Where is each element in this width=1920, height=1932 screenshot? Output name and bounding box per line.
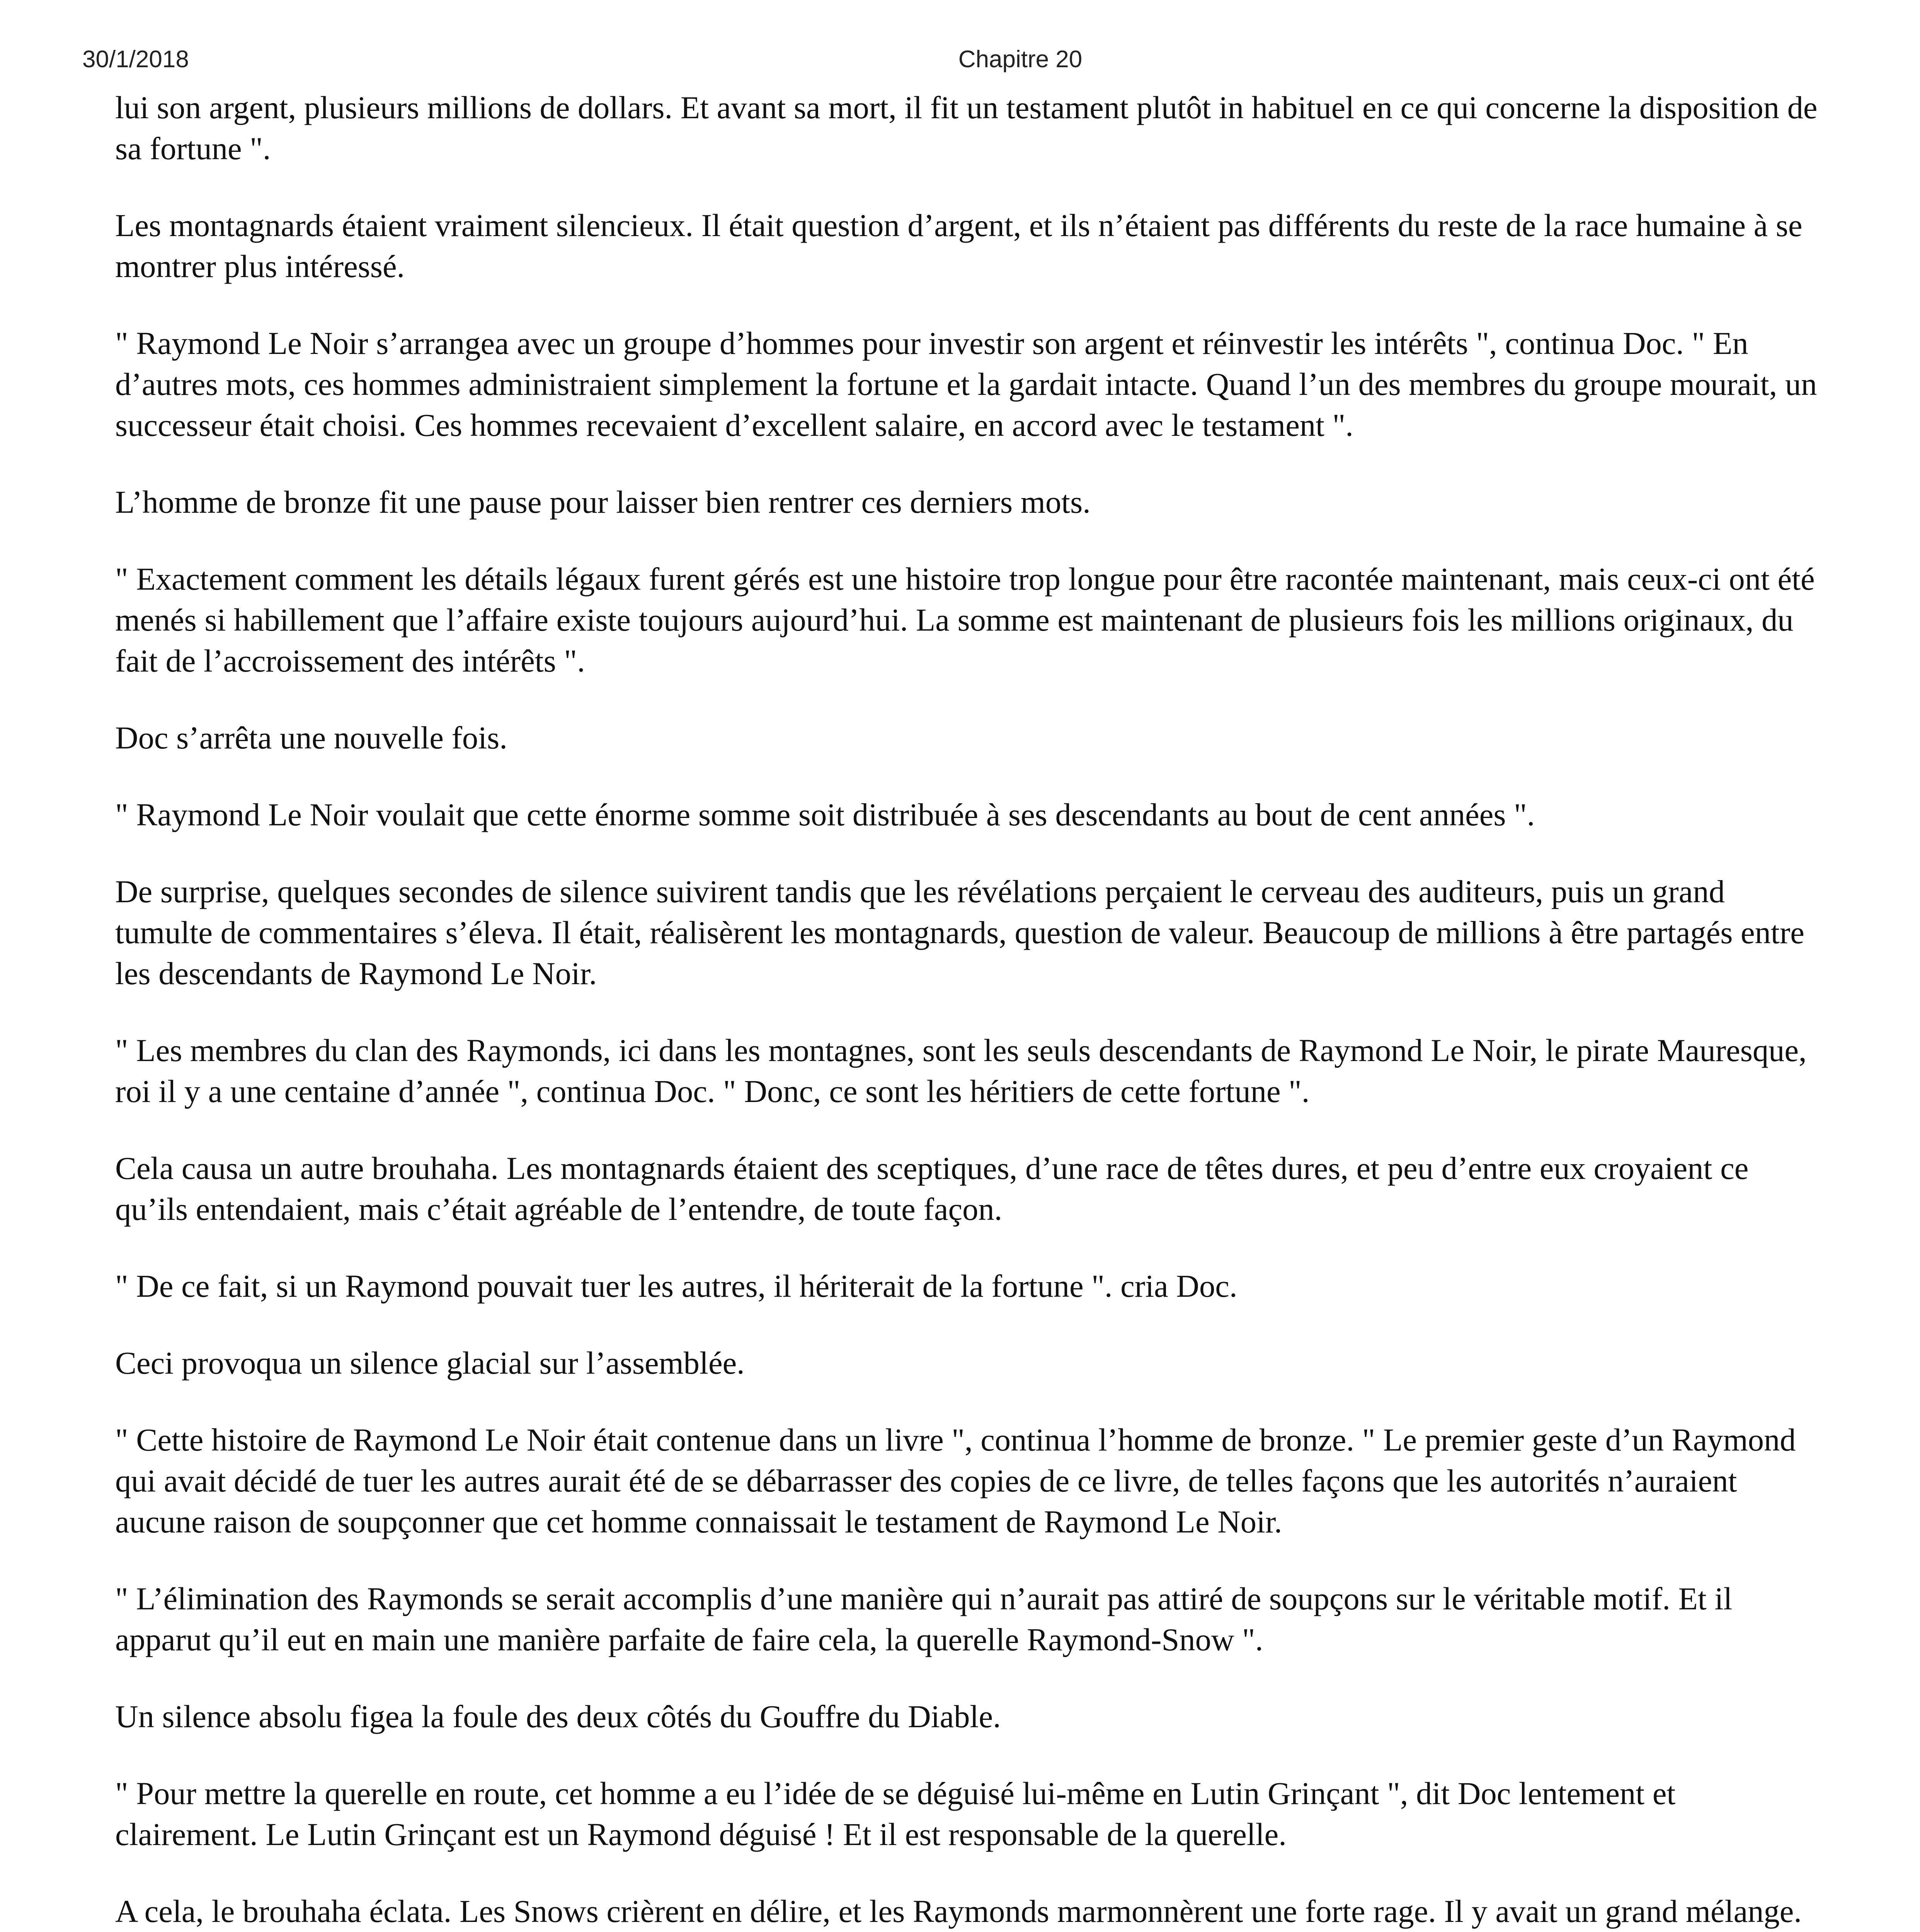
paragraph-13: " Cette histoire de Raymond Le Noir était contenue dans un livre ", continua l’homme de bronze. " Le premier geste d’un Raymond qui avait décidé de tuer les autres aurait été de se débarrasser des copies de ce livre, de telles façons que les autorités n’auraient aucune raison de soupçonner que cet homme connaissait le testament de Raymond Le Noir. bbox=[115, 1422, 1796, 1539]
paragraph-16: " Pour mettre la querelle en route, cet homme a eu l’idée de se déguisé lui-même en Lutin Grinçant ", dit Doc lentement et clairement. Le Lutin Grinçant est un Raymond déguisé ! Et il est responsable de la querelle. bbox=[115, 1776, 1676, 1852]
paragraph-6: Doc s’arrêta une nouvelle fois. bbox=[115, 720, 507, 755]
paragraph-11: " De ce fait, si un Raymond pouvait tuer les autres, il hériterait de la fortune ". cria Doc. bbox=[115, 1268, 1237, 1304]
chapter-text bbox=[115, 87, 1823, 1932]
paragraph-10: Cela causa un autre brouhaha. Les montagnards étaient des sceptiques, d’une race de têtes dures, et peu d’entre eux croyaient ce qu’ils entendaient, mais c’était agréable de l’entendre, de toute façon. bbox=[115, 1150, 1749, 1227]
paragraph-15: Un silence absolu figea la foule des deux côtés du Gouffre du Diable. bbox=[115, 1699, 1001, 1734]
paragraph-9: " Les membres du clan des Raymonds, ici dans les montagnes, sont les seuls descendants de Raymond Le Noir, le pirate Mauresque, roi il y a une centaine d’année ", continua Doc. " Donc, ce sont les héritiers de cette fortune ". bbox=[115, 1032, 1807, 1109]
page-title: Chapitre 20 bbox=[958, 46, 1083, 73]
paragraph-3: " Raymond Le Noir s’arrangea avec un groupe d’hommes pour investir son argent et réinvestir les intérêts ", continua Doc. " En d’autres mots, ces hommes administraient simplement la fortune et la gardait intacte. Quand l’un des membres du groupe mourait, un successeur était choisi. Ces hommes recevaient d’excellent salaire, en accord avec le testament ". bbox=[115, 325, 1817, 443]
paragraph-1: lui son argent, plusieurs millions de dollars. Et avant sa mort, il fit un testament plutôt in habituel en ce qui concerne la disposition de sa fortune ". bbox=[115, 90, 1818, 166]
paragraph-5: " Exactement comment les détails légaux furent gérés est une histoire trop longue pour être racontée maintenant, mais ceux-ci ont été menés si habillement que l’affaire existe toujours aujourd’hui. La somme est maintenant de plusieurs fois les millions originaux, du fait de l’accroissement des intérêts ". bbox=[115, 561, 1815, 679]
paragraph-2: Les montagnards étaient vraiment silencieux. Il était question d’argent, et ils n’étaient pas différents du reste de la race humaine à se montrer plus intéressé. bbox=[115, 207, 1803, 284]
print-date: 30/1/2018 bbox=[82, 46, 189, 73]
paragraph-17: A cela, le brouhaha éclata. Les Snows crièrent en délire, et les Raymonds marmonnèrent une forte rage. Il y avait un grand mélange. bbox=[115, 1893, 1802, 1929]
paragraph-4: L’homme de bronze fit une pause pour laisser bien rentrer ces derniers mots. bbox=[115, 484, 1091, 520]
paragraph-12: Ceci provoqua un silence glacial sur l’assemblée. bbox=[115, 1345, 745, 1381]
paragraph-7: " Raymond Le Noir voulait que cette énorme somme soit distribuée à ses descendants au bout de cent années ". bbox=[115, 797, 1535, 832]
paragraph-14: " L’élimination des Raymonds se serait accomplis d’une manière qui n’aurait pas attiré de soupçons sur le véritable motif. Et il apparut qu’il eut en main une manière parfaite de faire cela, la querelle Raymond-Snow ". bbox=[115, 1581, 1733, 1657]
paragraph-8: De surprise, quelques secondes de silence suivirent tandis que les révélations perçaient le cerveau des auditeurs, puis un grand tumulte de commentaires s’éleva. Il était, réalisèrent les montagnards, question de valeur. Beaucoup de millions à être partagés entre les descendants de Raymond Le Noir. bbox=[115, 874, 1804, 991]
